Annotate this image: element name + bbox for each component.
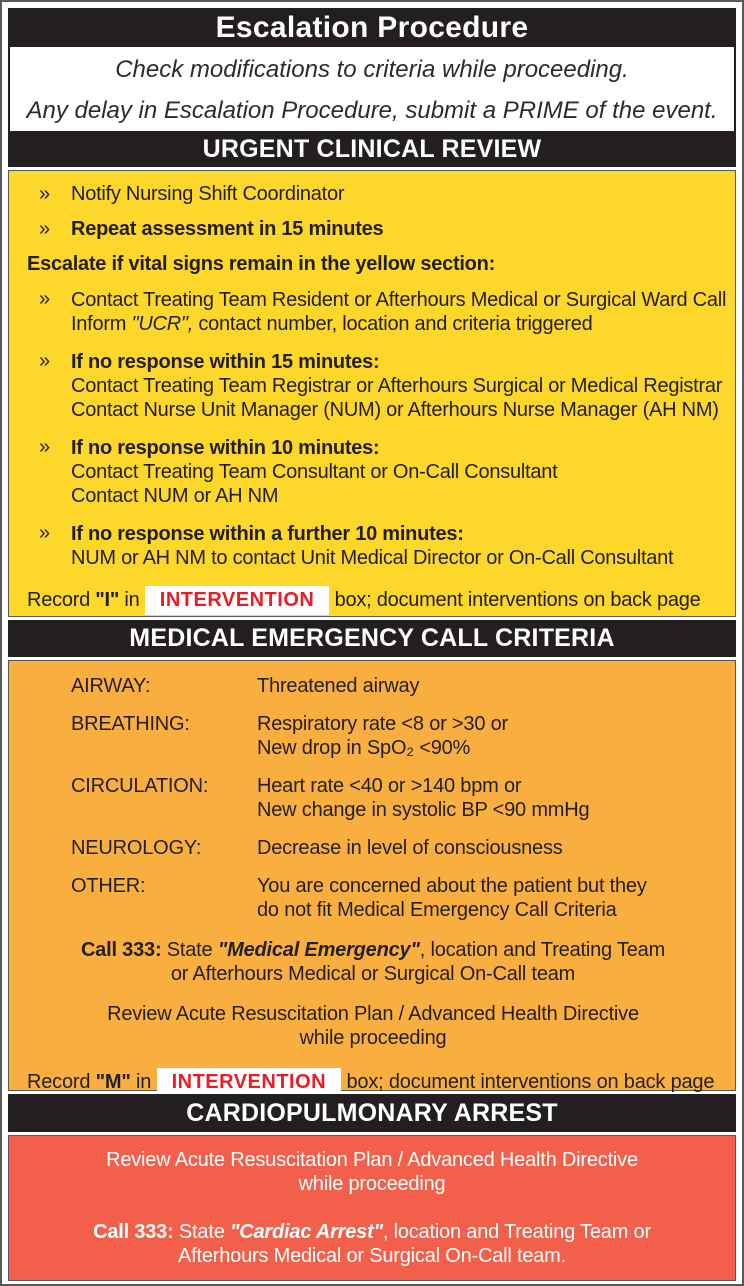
medical-emergency-call-criteria-section [8, 660, 736, 1094]
ucr-10min-line1: Contact Treating Team Consultant or On-Call Consultant [71, 461, 558, 483]
mec-call-rest: , location and Treating Team [419, 939, 666, 961]
ucr-bullet-notify [19, 183, 727, 206]
ucr-escalate-heading: Escalate if vital signs remain in the yellow section: [27, 253, 496, 275]
ucr-10min-line2: Contact NUM or AH NM [71, 485, 279, 507]
state-label: State [166, 939, 213, 961]
mec-review-line1: Review Acute Resuscitation Plan / Advanced Health Directive [107, 1003, 639, 1025]
neurology-label: NEUROLOGY: [71, 837, 202, 859]
mec-call-line2: or Afterhours Medical or Surgical On-Call team [170, 963, 576, 985]
record-mid: in [124, 589, 140, 611]
ucr-bullet-notify-text: Notify Nursing Shift Coordinator [71, 183, 345, 205]
medical-emergency-call-criteria-header: MEDICAL EMERGENCY CALL CRITERIA [8, 620, 736, 657]
circulation-value-line1: Heart rate <40 or >140 bpm or [257, 775, 522, 797]
record-mid: in [136, 1071, 152, 1093]
ucr-15min-line1: Contact Treating Team Registrar or Afterhours Surgical or Medical Registrar [71, 375, 723, 397]
ucr-15min-line2: Contact Nurse Unit Manager (NUM) or Afterhours Nurse Manager (AH NM) [71, 399, 719, 421]
bullet-icon: » [39, 350, 50, 372]
ucr-contact-rest: contact number, location and criteria triggered [198, 313, 593, 335]
urgent-clinical-review-header: URGENT CLINICAL REVIEW [8, 131, 736, 167]
intervention-badge: INTERVENTION [157, 1068, 342, 1097]
criteria-row-other [19, 874, 727, 922]
ucr-further10-head: If no response within a further 10 minutes: [71, 523, 464, 545]
call-333-label: Call 333: [80, 939, 162, 961]
state-label: State [178, 1221, 225, 1243]
circulation-label: CIRCULATION: [71, 775, 209, 797]
ucr-bullet-repeat [19, 218, 727, 241]
airway-label: AIRWAY: [71, 675, 151, 697]
urgent-clinical-review-section [8, 170, 736, 617]
mec-review-line2: while proceeding [299, 1027, 447, 1049]
ucr-bullet-further-10min [19, 522, 727, 570]
intro-notes [8, 47, 736, 131]
bullet-icon: » [39, 522, 50, 544]
circulation-value-line2: New change in systolic BP <90 mmHg [257, 799, 590, 821]
ucr-contact-resident-line1: Contact Treating Team Resident or Afterhours Medical or Surgical Ward Call [71, 289, 727, 311]
cpa-review-line1: Review Acute Resuscitation Plan / Advanced Health Directive [106, 1149, 638, 1171]
ucr-bullet-contact-resident [19, 288, 727, 336]
criteria-row-airway [19, 674, 727, 698]
intro-line-2: Any delay in Escalation Procedure, submit a PRIME of the event. [26, 97, 718, 124]
record-letter-i: "I" [95, 589, 120, 611]
other-value-line1: You are concerned about the patient but they [257, 875, 647, 897]
medical-emergency-quote: "Medical Emergency" [217, 939, 420, 961]
mec-review-arp-note [19, 1002, 727, 1050]
ucr-quote: "UCR", [131, 313, 194, 335]
bullet-icon: » [39, 288, 50, 310]
cardiac-arrest-quote: "Cardiac Arrest" [229, 1221, 383, 1243]
other-label: OTHER: [71, 875, 146, 897]
ucr-bullet-10min [19, 436, 727, 508]
ucr-record-instruction [27, 584, 727, 616]
cpa-review-arp-note [9, 1148, 735, 1196]
intervention-badge: INTERVENTION [145, 586, 330, 615]
criteria-row-circulation [19, 774, 727, 822]
mec-call-333-instruction [19, 938, 727, 986]
cpa-call-rest: , location and Treating Team or [382, 1221, 651, 1243]
ucr-bullet-repeat-text: Repeat assessment in 15 minutes [71, 218, 384, 240]
ucr-10min-head: If no response within 10 minutes: [71, 437, 380, 459]
cardiopulmonary-arrest-header: CARDIOPULMONARY ARREST [8, 1094, 736, 1132]
breathing-label: BREATHING: [71, 713, 190, 735]
record-prefix: Record [27, 589, 90, 611]
intro-line-1: Check modifications to criteria while proceeding. [115, 56, 629, 83]
record-suffix: box; document interventions on back page [346, 1071, 715, 1093]
criteria-row-breathing [19, 712, 727, 760]
criteria-row-neurology [19, 836, 727, 860]
airway-value: Threatened airway [257, 675, 420, 697]
breathing-value-line1: Respiratory rate <8 or >30 or [257, 713, 508, 735]
call-333-label: Call 333: [93, 1221, 174, 1243]
record-prefix: Record [27, 1071, 91, 1093]
inform-label: Inform [71, 313, 127, 335]
cpa-review-line2: while proceeding [298, 1173, 446, 1195]
record-letter-m: "M" [95, 1071, 131, 1093]
ucr-15min-head: If no response within 15 minutes: [71, 351, 380, 373]
ucr-further10-line1: NUM or AH NM to contact Unit Medical Director or On-Call Consultant [71, 547, 674, 569]
cpa-call-333-instruction [9, 1220, 735, 1268]
bullet-icon: » [39, 218, 50, 240]
other-value-line2: do not fit Medical Emergency Call Criteria [257, 899, 617, 921]
bullet-icon: » [39, 183, 50, 205]
ucr-bullet-15min [19, 350, 727, 422]
neurology-value: Decrease in level of consciousness [257, 837, 563, 859]
bullet-icon: » [39, 436, 50, 458]
spacer [9, 1208, 735, 1220]
cpa-call-line2: Afterhours Medical or Surgical On-Call team. [177, 1245, 567, 1267]
record-suffix: box; document interventions on back page [334, 589, 701, 611]
breathing-value-line2: New drop in SpO₂ <90% [257, 737, 471, 759]
cardiopulmonary-arrest-section [8, 1135, 736, 1281]
page-title: Escalation Procedure [8, 8, 736, 47]
ucr-contact-resident-line2 [71, 312, 727, 336]
